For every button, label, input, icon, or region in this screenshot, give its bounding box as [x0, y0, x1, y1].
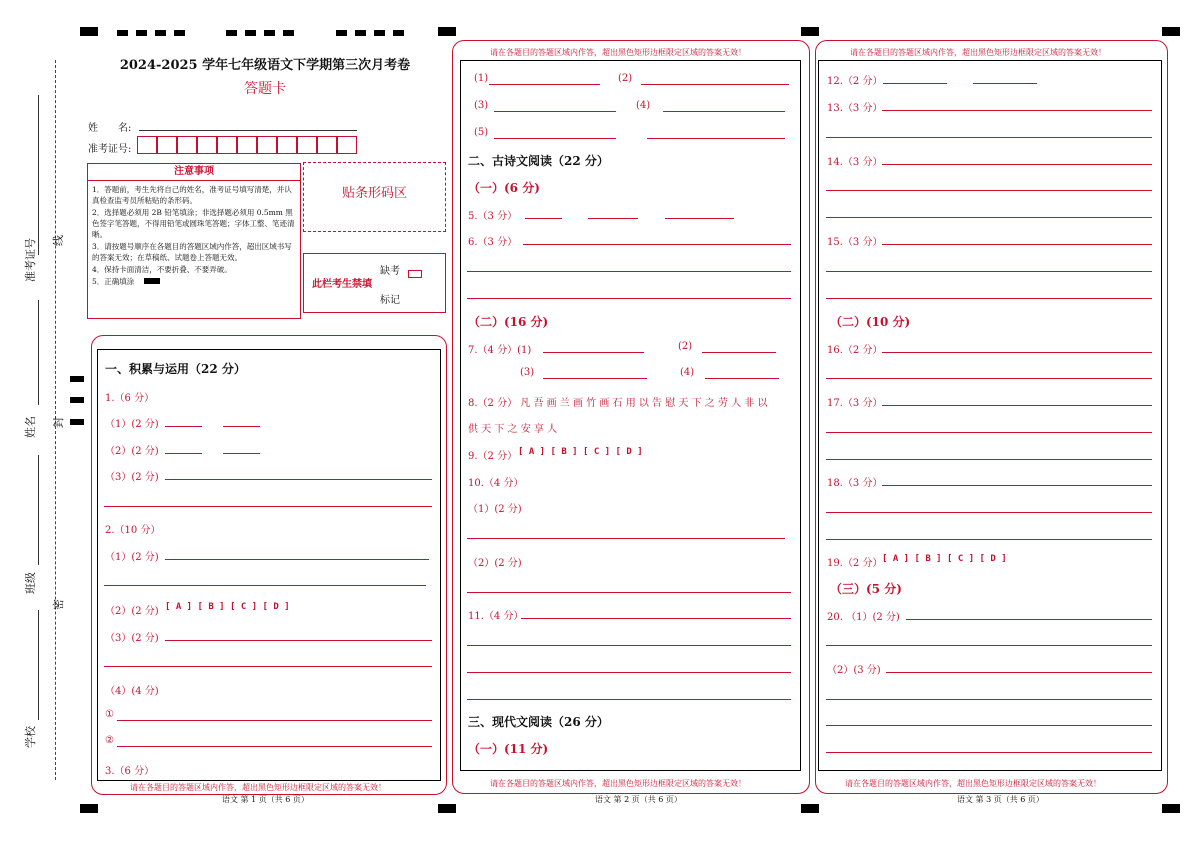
page3-warning-top: 请在各题目的答题区域内作答，超出黑色矩形边框限定区域的答案无效！	[850, 48, 1106, 57]
q17-line[interactable]	[826, 459, 1152, 460]
q10-label: 10.（4 分）	[468, 478, 524, 489]
page1-warning: 请在各题目的答题区域内作答，超出黑色矩形边框限定区域的答案无效！	[130, 783, 386, 792]
timing-mark	[245, 30, 256, 36]
q2-3-line[interactable]	[165, 640, 432, 641]
page1-footer: 语文 第 1 页（共 6 页）	[222, 795, 309, 804]
q1-1-label: （1）(2 分)	[105, 419, 159, 430]
ticket-number-boxes[interactable]	[137, 136, 357, 154]
q13-line[interactable]	[826, 137, 1152, 138]
q2-3-line[interactable]	[104, 666, 432, 667]
q15-line[interactable]	[826, 298, 1152, 299]
notes-box	[87, 163, 301, 319]
q11-line[interactable]	[467, 672, 791, 673]
q2-4-item2-line[interactable]	[117, 746, 432, 747]
q15-line[interactable]	[882, 244, 1152, 245]
timing-mark	[226, 30, 237, 36]
p2-a2-line[interactable]	[641, 84, 789, 85]
q18-line[interactable]	[826, 539, 1152, 540]
section2-heading: 二、古诗文阅读（22 分）	[468, 154, 609, 168]
p2-a3-label: (3)	[474, 100, 489, 111]
q2-4-item1-line[interactable]	[117, 720, 432, 721]
timing-mark	[336, 30, 347, 36]
name-input-line[interactable]	[139, 130, 357, 131]
timing-mark	[393, 30, 404, 36]
p2-a4-line[interactable]	[663, 111, 785, 112]
card-subtitle: 答题卡	[244, 81, 286, 97]
timing-mark	[1162, 804, 1180, 813]
q1-2-blank-b[interactable]	[223, 453, 260, 454]
q20-2-line[interactable]	[826, 725, 1152, 726]
timing-mark	[283, 30, 294, 36]
timing-mark	[80, 27, 98, 36]
p2-a5-line-b[interactable]	[647, 138, 785, 139]
timing-mark	[70, 419, 84, 425]
timing-mark	[174, 30, 185, 36]
q19-label: 19.（2 分）	[827, 558, 883, 569]
q8-line1: 8.（2 分） 凡 吾 画 兰 画 竹 画 石 用 以 告 慰 天 下 之 劳 人 非 以	[468, 398, 768, 409]
side-class-label: 班级	[24, 572, 37, 594]
absent-label: 缺考	[380, 266, 400, 277]
q19-options[interactable]: [ A ] [ B ] [ C ] [ D ]	[882, 554, 1007, 564]
q2-2-label: （2）(2 分)	[105, 606, 159, 617]
q5-blank-b[interactable]	[588, 218, 638, 219]
q1-3-line[interactable]	[104, 506, 432, 507]
q5-blank-a[interactable]	[525, 218, 562, 219]
timing-mark	[1162, 27, 1180, 36]
note-item: 3．请按题号顺序在各题目的答题区域内作答，超出区域书写的答案无效；在草稿纸、试题卷上答题无效。	[92, 242, 292, 262]
page2-warning-bottom: 请在各题目的答题区域内作答，超出黑色矩形边框限定区域的答案无效！	[490, 779, 746, 788]
q2-1-line[interactable]	[104, 585, 426, 586]
page1-answer-area	[97, 349, 441, 781]
timing-mark	[374, 30, 385, 36]
side-ticket-label: 准考证号	[24, 238, 37, 282]
timing-mark	[155, 30, 166, 36]
q2-4-label: （4）(4 分)	[105, 686, 159, 697]
barcode-area	[303, 162, 446, 232]
q7-1-line[interactable]	[543, 352, 644, 353]
page3-footer: 语文 第 3 页（共 6 页）	[957, 795, 1044, 804]
q7-3-label: (3)	[520, 367, 535, 378]
q10-1-line[interactable]	[467, 538, 785, 539]
p2-a3-line[interactable]	[494, 111, 616, 112]
q2-2-options[interactable]: [ A ] [ B ] [ C ] [ D ]	[165, 602, 290, 612]
q2-label: 2.（10 分）	[105, 525, 161, 536]
q20-2-label: （2）(3 分)	[827, 665, 881, 676]
q12-blank-a[interactable]	[883, 83, 947, 84]
timing-mark	[80, 804, 98, 813]
q16-line[interactable]	[826, 378, 1152, 379]
p2-a5-line[interactable]	[494, 138, 616, 139]
q18-label: 18.（3 分）	[827, 478, 883, 489]
q20-2-line[interactable]	[826, 752, 1152, 753]
q2-4-item2-label: ②	[105, 735, 114, 746]
q15-line[interactable]	[826, 271, 1152, 272]
absent-forbid-label: 此栏考生禁填	[312, 279, 372, 290]
q6-line[interactable]	[467, 271, 791, 272]
timing-mark	[264, 30, 275, 36]
q20-2-line[interactable]	[826, 699, 1152, 700]
mark-label: 标记	[380, 295, 400, 306]
q9-options[interactable]: [ A ] [ B ] [ C ] [ D ]	[518, 447, 643, 457]
section3-sub1-heading: （一）(11 分)	[468, 742, 549, 756]
q18-line[interactable]	[882, 485, 1152, 486]
q7-3-line[interactable]	[543, 378, 647, 379]
q1-2-label: （2）(2 分)	[105, 446, 159, 457]
p2-a4-label: (4)	[636, 100, 651, 111]
q5-label: 5.（3 分）	[468, 211, 518, 222]
q7-label: 7.（4 分）(1)	[468, 345, 532, 356]
note-item: 2．选择题必须用 2B 铅笔填涂；非选择题必须用 0.5mm 黑色签字笔答题，不得用铅笔或圆珠笔答题；字体工整、笔迹清晰。	[92, 208, 295, 239]
section1-heading: 一、积累与运用（22 分）	[105, 362, 246, 376]
side-school-label: 学校	[24, 726, 37, 748]
q6-line[interactable]	[467, 298, 791, 299]
q7-2-label: (2)	[678, 341, 693, 352]
page3-warning-bottom: 请在各题目的答题区域内作答，超出黑色矩形边框限定区域的答案无效！	[845, 779, 1101, 788]
q3-label: 3.（6 分）	[105, 766, 155, 777]
p2-a1-line[interactable]	[489, 84, 600, 85]
q2-1-label: （1）(2 分)	[105, 552, 159, 563]
q2-1-line[interactable]	[165, 559, 429, 560]
timing-mark	[438, 804, 456, 813]
q11-line[interactable]	[521, 618, 791, 619]
q18-line[interactable]	[826, 512, 1152, 513]
q17-label: 17.（3 分）	[827, 398, 883, 409]
q6-label: 6.（3 分）	[468, 237, 518, 248]
timing-mark	[801, 27, 819, 36]
q13-label: 13.（3 分）	[827, 103, 883, 114]
q20-1-label: 20. （1）(2 分)	[827, 612, 900, 623]
timing-mark	[438, 27, 456, 36]
q1-3-line[interactable]	[165, 479, 432, 480]
timing-mark	[136, 30, 147, 36]
section3-heading: 三、现代文阅读（26 分）	[468, 715, 609, 729]
q20-2-line[interactable]	[886, 672, 1152, 673]
q17-line[interactable]	[826, 432, 1152, 433]
side-name-label: 姓名	[24, 416, 37, 438]
q8-line2: 供 天 下 之 安 享 人	[468, 424, 558, 435]
name-label: 姓 名:	[88, 123, 132, 134]
q1-3-label: （3）(2 分)	[105, 472, 159, 483]
q10-2-line[interactable]	[467, 592, 791, 593]
q13-line[interactable]	[882, 110, 1152, 111]
q20-1-line[interactable]	[826, 645, 1152, 646]
note-item: 4．保持卡面清洁，不要折叠、不要弄破。	[92, 265, 232, 274]
ticket-write-line	[38, 95, 39, 255]
q1-1-blank-a[interactable]	[165, 426, 202, 427]
q9-label: 9.（2 分）	[468, 451, 518, 462]
q10-2-label: （2）(2 分)	[468, 558, 522, 569]
absent-box	[303, 253, 446, 313]
q20-1-line[interactable]	[906, 619, 1152, 620]
q2-4-item1-label: ①	[105, 709, 114, 720]
class-write-line	[38, 455, 39, 565]
q11-label: 11.（4 分）	[468, 611, 524, 622]
side-secret-label: 密	[52, 599, 65, 610]
school-write-line	[38, 610, 39, 720]
timing-mark	[70, 397, 84, 403]
q16-line[interactable]	[882, 352, 1152, 353]
notes-title: 注意事项	[88, 164, 300, 181]
q14-line[interactable]	[826, 190, 1152, 191]
p2-a5-label: (5)	[474, 127, 489, 138]
q16-label: 16.（2 分）	[827, 345, 883, 356]
q7-2-line[interactable]	[702, 352, 776, 353]
q11-line[interactable]	[467, 699, 791, 700]
q17-line[interactable]	[882, 405, 1152, 406]
q5-blank-c[interactable]	[665, 218, 734, 219]
q1-label: 1.（6 分）	[105, 393, 155, 404]
side-line-label: 线	[52, 235, 65, 246]
section2-sub1-heading: （一）(6 分)	[468, 181, 540, 195]
timing-mark	[70, 376, 84, 382]
q1-2-blank-a[interactable]	[165, 453, 202, 454]
q7-4-line[interactable]	[705, 378, 779, 379]
q2-3-label: （3）(2 分)	[105, 633, 159, 644]
ticket-label: 准考证号:	[88, 144, 132, 155]
filled-mark-example	[144, 278, 160, 284]
note-item: 5．正确填涂	[92, 277, 135, 286]
barcode-label: 贴条形码区	[341, 186, 407, 201]
timing-mark	[117, 30, 128, 36]
timing-mark	[801, 804, 819, 813]
p3-section-sub2-heading: （二）(10 分)	[830, 315, 911, 329]
q14-line[interactable]	[826, 217, 1152, 218]
timing-mark	[355, 30, 366, 36]
q11-line[interactable]	[467, 645, 791, 646]
page2-warning-top: 请在各题目的答题区域内作答，超出黑色矩形边框限定区域的答案无效！	[490, 48, 746, 57]
q12-label: 12.（2 分）	[827, 76, 883, 87]
q7-4-label: (4)	[680, 367, 695, 378]
p2-a2-label: (2)	[618, 73, 633, 84]
side-seal-label: 封	[52, 417, 65, 428]
p2-a1-label: (1)	[474, 73, 489, 84]
q10-1-label: （1）(2 分)	[468, 504, 522, 515]
q12-blank-b[interactable]	[973, 83, 1037, 84]
section2-sub2-heading: （二）(16 分)	[468, 315, 549, 329]
p3-section-sub3-heading: （三）(5 分)	[830, 582, 902, 596]
page2-footer: 语文 第 2 页（共 6 页）	[595, 795, 682, 804]
name-write-line	[38, 300, 39, 405]
note-item: 1．答题前，考生先将自己的姓名，准考证号填写清楚，并认真检查监考员所粘贴的条形码。	[92, 185, 292, 205]
exam-title: 2024-2025 学年七年级语文下学期第三次月考卷	[119, 58, 411, 73]
q1-1-blank-b[interactable]	[223, 426, 260, 427]
absent-checkbox[interactable]	[408, 270, 422, 278]
q6-line[interactable]	[523, 244, 791, 245]
q14-line[interactable]	[882, 164, 1152, 165]
q15-label: 15.（3 分）	[827, 237, 883, 248]
q14-label: 14.（3 分）	[827, 157, 883, 168]
